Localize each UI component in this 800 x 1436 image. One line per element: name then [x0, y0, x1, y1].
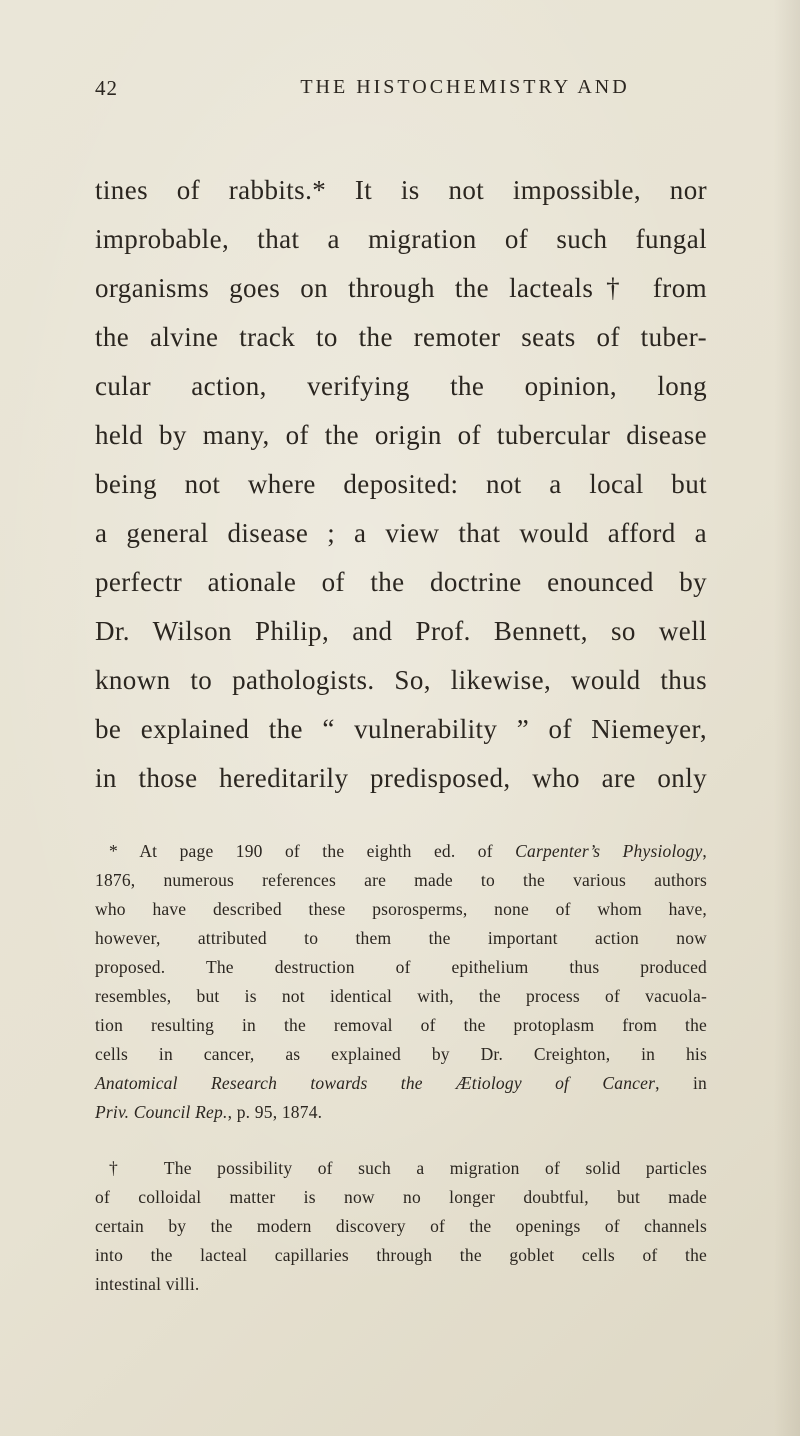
footnote-line: [95, 1183, 707, 1212]
footnote-line: [95, 1212, 707, 1241]
footnote-text: however, attributed to them the important action now: [95, 928, 707, 948]
footnote-text: , in: [655, 1073, 707, 1093]
body-line: tines of rabbits.* It is not impossible, nor: [95, 175, 707, 205]
footnote-line: [95, 1098, 707, 1127]
footnote-line: [95, 1241, 707, 1270]
footnote-line: [95, 837, 707, 866]
body-line: Dr. Wilson Philip, and Prof. Bennett, so well: [95, 616, 707, 646]
footnote-text: certain by the modern discovery of the openings of channels: [95, 1216, 707, 1236]
footnote-line: [95, 895, 707, 924]
footnotes: [95, 837, 707, 1299]
footnote-text: into the lacteal capillaries through the goblet cells of the: [95, 1245, 707, 1265]
footnote-text: cells in cancer, as explained by Dr. Creighton, in his: [95, 1044, 707, 1064]
body-line: being not where deposited: not a local but: [95, 469, 707, 499]
footnote-line: [95, 982, 707, 1011]
body-line: held by many, of the origin of tubercular disease: [95, 420, 707, 450]
footnote-text: † The possibility of such a migration of solid particles: [109, 1158, 707, 1178]
footnote-italic-text: Anatomical Research towards the Ætiology of Cancer: [95, 1073, 656, 1093]
footnote-text: resembles, but is not identical with, the process of vacuola-: [95, 986, 707, 1006]
footnote-text: of colloidal matter is now no longer doubtful, but made: [95, 1187, 707, 1207]
footnote-line: [95, 1040, 707, 1069]
body-line: organisms goes on through the lacteals† from: [95, 273, 707, 303]
body-line: a general disease ; a view that would afford a: [95, 518, 707, 548]
footnote-text: * At page 190 of the eighth ed. of: [109, 841, 516, 861]
footnote-line: [95, 1011, 707, 1040]
footnote-text: tion resulting in the removal of the protoplasm from the: [95, 1015, 707, 1035]
body-line: perfectr ationale of the doctrine enounced by: [95, 567, 707, 597]
footnote-text: intestinal villi.: [95, 1274, 200, 1294]
footnote-line: [95, 924, 707, 953]
body-text: [95, 166, 707, 803]
body-line: be explained the “ vulnerability ” of Niemeyer,: [95, 714, 707, 744]
body-line: known to pathologists. So, likewise, would thus: [95, 665, 707, 695]
running-header: [0, 0, 800, 110]
footnote-line: [95, 1154, 707, 1183]
footnote-line: [95, 1069, 707, 1098]
footnote-star: [95, 837, 707, 1127]
footnote-italic-text: Priv. Council Rep.: [95, 1102, 228, 1122]
footnote-dagger: [95, 1154, 707, 1299]
footnote-text: 1876, numerous references are made to the various authors: [95, 870, 707, 890]
footnote-line: [95, 953, 707, 982]
footnote-text: who have described these psorosperms, none of whom have,: [95, 899, 707, 919]
body-line: the alvine track to the remoter seats of tuber-: [95, 322, 707, 352]
footnote-text: proposed. The destruction of epithelium thus produced: [95, 957, 707, 977]
footnote-line: [95, 1270, 707, 1299]
footnote-line: [95, 866, 707, 895]
footnote-text: , p. 95, 1874.: [227, 1102, 323, 1122]
page-number: 42: [95, 76, 118, 100]
body-line: in those hereditarily predisposed, who are only: [95, 763, 707, 793]
running-title: THE HISTOCHEMISTRY AND: [300, 76, 630, 98]
body-line: improbable, that a migration of such fungal: [95, 224, 707, 254]
footnote-italic-text: Carpenter’s Physiology: [515, 841, 703, 861]
body-line: cular action, verifying the opinion, long: [95, 371, 707, 401]
footnote-text: ,: [702, 841, 707, 861]
